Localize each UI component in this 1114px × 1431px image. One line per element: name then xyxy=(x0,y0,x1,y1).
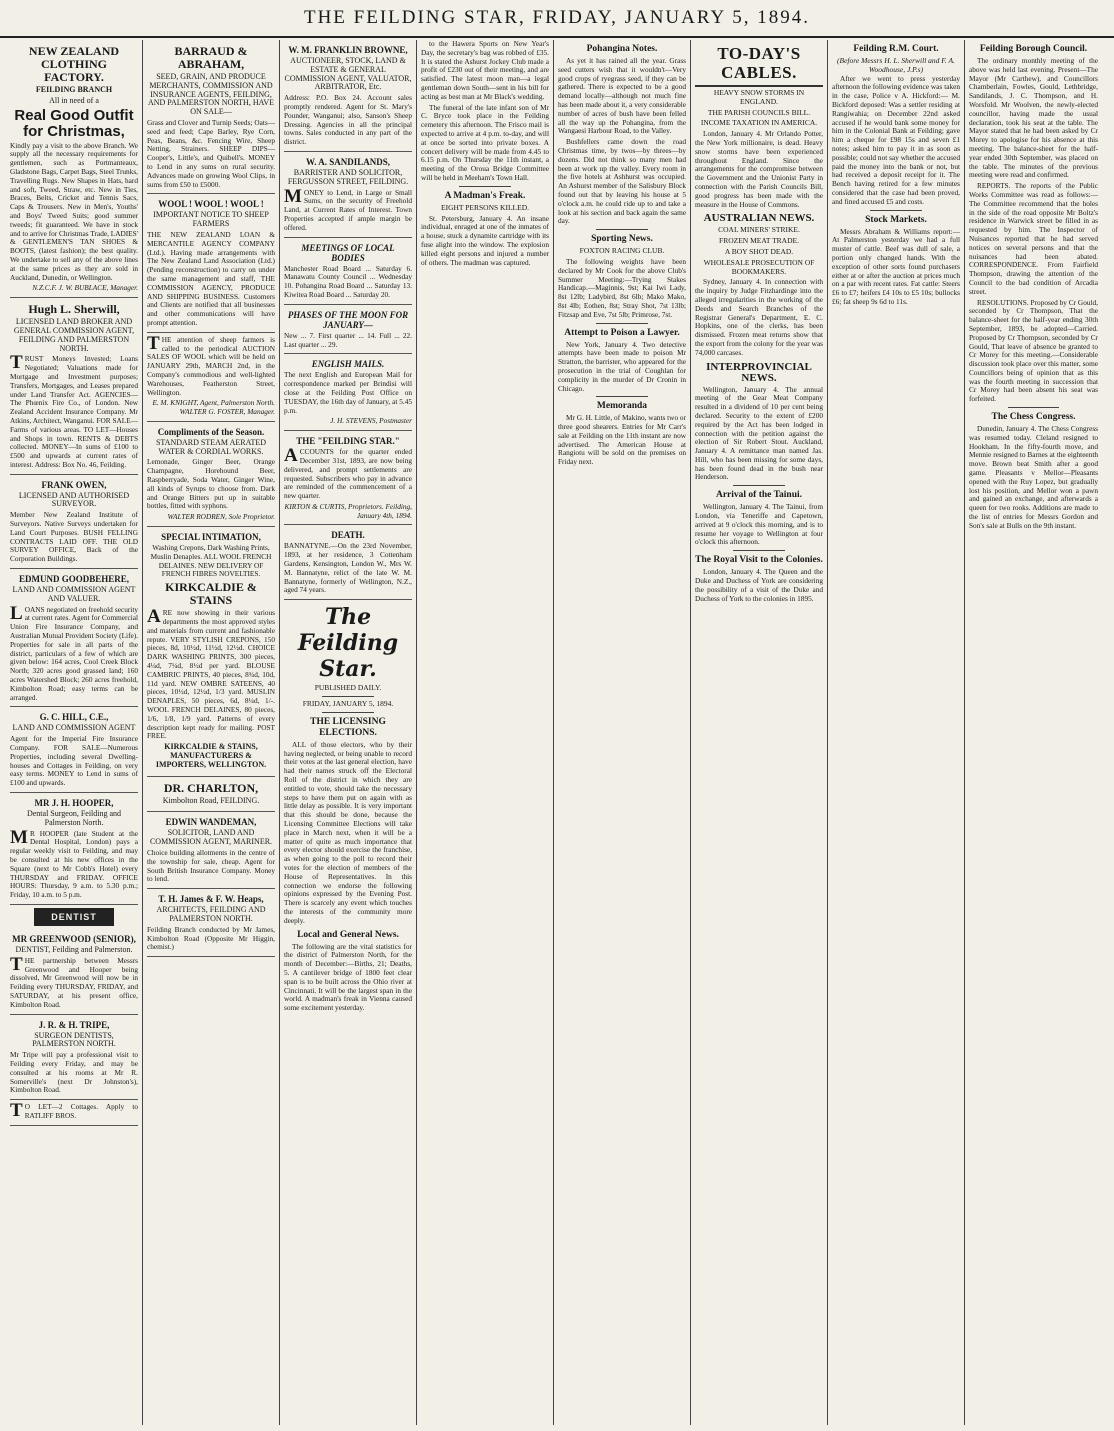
madman-article xyxy=(421,191,549,268)
article-subtitle: (Before Messrs H. L. Sherwill and F. A. Woodhouse, J.P.s) xyxy=(837,56,955,74)
article-title: Pohangina Notes. xyxy=(586,44,658,54)
chess-congress xyxy=(969,412,1098,531)
ad-sandilands xyxy=(284,152,412,238)
article-body: Wellington, January 4. The annual meeting of the Gear Meat Company resulted in a dividend of 10 per cent being declared. Security to the extent of £200 required by the Act has been lodged in connection with the petition against the election of Sir Robert Stout. Auckland, January 4. A remittance man named Jas. Hill, who has been missing for some days, has been found dead in the bush near Henderson. xyxy=(695,384,823,482)
article-body: Dunedin, January 4. The Chess Congress was resumed today. Cleland resigned to Hookham. In the fifty-fourth move, and Mennie resigned to Barnes at the eighteenth move. Brown beat Smith after a good game. Pleasants v Mellor—Pleasants opened with the Ruy Lopez, but gradually lost his position, and Mellor won a pawn and gained an exchange, and afterwards a queen for two rooks. Additions are made to the list of entries for Messrs Gordon and Son's sale at Bulls on the 9th instant. xyxy=(969,424,1098,530)
ad-title: EDMUND GOODBEHERE, xyxy=(18,574,129,585)
article-body: Mr G. H. Little, of Makino, wants two or three good shearers. Entries for Mr Carr's sale at Feilding on the 11th instant are now advertised. The American House at Rangiotu will be sold on the premises on Friday next. xyxy=(558,413,686,467)
ad-goodbehere xyxy=(10,569,138,707)
ad-body: TO LET—2 Cottages. Apply to RATLIFF BROS. xyxy=(10,1100,138,1122)
ad-hill xyxy=(10,707,138,793)
poison-article xyxy=(558,328,686,394)
ad-subtitle: Kimbolton Road, FEILDING. xyxy=(162,795,260,805)
divider xyxy=(870,210,921,211)
ad-title: G. C. HILL, C.E., xyxy=(39,712,109,723)
ad-subtitle: Dental Surgeon, Feilding and Palmerston North. xyxy=(26,809,122,827)
article-body: Sydney, January 4. In connection with the inquiry by Judge Fitzhardinge into the alleged irregularities in the working of the Deeds and Search Branches of the Registrar General's Department, E. C. Hopkins, one of the clerks, has been dismissed. Frozen meat returns show that the export from the colony for the year was 74,000 carcases. xyxy=(695,277,823,357)
divider xyxy=(322,712,373,713)
divider xyxy=(322,696,373,697)
article-subtitle-3: INCOME TAXATION IN AMERICA. xyxy=(700,118,818,128)
ad-subtitle: SURGEON DENTISTS, PALMERSTON NORTH. xyxy=(32,1030,116,1049)
article-subtitle: EIGHT PERSONS KILLED. xyxy=(441,202,529,212)
ad-title: SPECIAL INTIMATION, xyxy=(161,532,261,543)
ad-body: The next English and European Mail for correspondence marked per Brindisi will close at the Feilding Post Office on TUESDAY, the 16th day of January, at 5.45 p.m. xyxy=(284,370,412,415)
ad-subtitle: LAND AND COMMISSION AGENT xyxy=(12,723,136,733)
ad-title: Hugh L. Sherwill, xyxy=(28,302,120,317)
ad-title: FRANK OWEN, xyxy=(41,479,107,490)
ad-wandeman xyxy=(147,812,275,889)
ad-clothing-factory xyxy=(10,40,138,298)
ad-subtitle: FEILDING BRANCH xyxy=(35,85,113,94)
article-subtitle-3: A BOY SHOT DEAD. xyxy=(724,246,794,256)
ad-body: Lemonade, Ginger Beer, Orange Champagne, Horehound Beer, Raspberryade, Soda Water, Ginger Wine, all kinds of Syrups to choose from. Dark and Orange Bitters put up in suitable bottles, fitted with syphons. xyxy=(147,457,275,511)
royal-visit xyxy=(695,555,823,603)
article-body: The following are the vital statistics for the district of Palmerston North, for the month of December:—Births, 21; Deaths, 5. A cantilever bridge of 1800 feet clear span is to be built across the Ohio river at Cincinnati. It will be the largest span in the world. A madman's freak in Vienna caused some excitement yesterday. xyxy=(284,941,412,1013)
article-title: Feilding Borough Council. xyxy=(979,44,1088,54)
ad-aerated-water xyxy=(147,422,275,527)
ad-subtitle: LAND AND COMMISSION AGENT AND VALUER. xyxy=(12,585,136,603)
article-title: THE LICENSING ELECTIONS. xyxy=(310,716,386,738)
divider xyxy=(1008,407,1060,408)
article-body: ALL of those electors, who by their having neglected, or being unable to record their votes at the last general election, have had their names struck off the Electoral Roll of the district in which they are entitled to vote, should take the necessary steps to have them put on again with as little delay as possible. It is very important that this should be done, because the Licensing Committee Elections will take place in March next, when it will be a matter of quite as much importance that every elector should exercise the franchise, as when going to the poll to record their votes for the election of members of the House of Representatives. In this connection we endorse the following opinions expressed by the Evening Post. There is scarcely any event which touches the interests of the community more deeply. xyxy=(284,739,412,925)
ad-james-heaps xyxy=(147,889,275,957)
article-body: London, January 4. The Queen and the Duke and Duchess of York are considering the possibility of a visit of the Duke and Duchess of York to the colonies in 1895. xyxy=(695,567,823,603)
article-body: to the Hawera Sports on New Year's Day, the secretary's bag was robbed of £35. It is stated the Ashurst Jockey Club made a profit of £230 out of their meeting, and are satisfied. The latest moon man—a legal gentleman down South—sent in his bill for acting as best man at Mr Black's wedding. xyxy=(421,40,549,101)
ad-body: Choice building allotments in the centre of the township for sale, cheap. Agent for South British Insurance Company. Money to lend. xyxy=(147,847,275,884)
rm-court xyxy=(832,44,960,207)
article-title: AUSTRALIAN NEWS. xyxy=(703,212,815,225)
ad-browne xyxy=(284,40,412,152)
ad-subtitle: DENTIST, Feilding and Palmerston. xyxy=(15,944,133,954)
article-subtitle-1: HEAVY SNOW STORMS IN ENGLAND. xyxy=(713,88,805,106)
article-title: TO-DAY'S CABLES. xyxy=(695,44,823,87)
ad-subtitle: AUCTIONEER, STOCK, LAND & ESTATE & GENERAL COMMISSION AGENT, VALUATOR, ARBITRATOR, Etc. xyxy=(284,56,412,92)
ad-frank-owen xyxy=(10,475,138,569)
article-body: St. Petersburg, January 4. An insane individual, enraged at one of the inmates of a house, stuck a dynamite cartridge with its fuse alight into the window. The explosion killed eight persons and injured a number of others. The madman was captured. xyxy=(421,213,549,267)
ad-title: W. A. SANDILANDS, xyxy=(306,156,390,167)
ad-subtitle: SOLICITOR, LAND AND COMMISSION AGENT, MARINER. xyxy=(149,828,273,847)
leader-article xyxy=(284,717,412,926)
ad-title: THE "FEILDING STAR." xyxy=(296,436,400,447)
ad-signature: WALTER RODREN, Sole Proprietor. xyxy=(167,512,275,522)
pohangina-notes xyxy=(558,44,686,226)
column-8 xyxy=(965,40,1102,1425)
ad-signature: N.Z.C.F. J. W. BUBLACE, Manager. xyxy=(32,283,138,293)
ad-title: DEATH. xyxy=(331,530,365,541)
local-news xyxy=(284,930,412,1013)
newspaper-nameplate: The Feilding Star. xyxy=(297,604,399,683)
column-4 xyxy=(417,40,554,1425)
stock-markets xyxy=(832,215,960,307)
article-subtitle-4: WHOLESALE PROSECUTION OF BOOKMAKERS. xyxy=(703,257,815,276)
column-3 xyxy=(280,40,417,1425)
ad-body: Kindly pay a visit to the above Branch. We supply all the necessary requirements for gentlemen, such as Portmanteaux, Gladstone Bags, Carpet Bags, Steel Trunks, Travelling Rugs. New Shapes in Hats, hard and soft, Tweed, Straw, etc. New in Ties, Braces, Belts, Cricket and Tennis Sacs, Caps & Trousers. New in Men's, Youths' and Boys' Tweed Suits; good summer tweeds; fit guaranteed. We have in stock and to arrive for Christmas Trade, LADIES' & GENTLEMEN'S TAN SHOES & BOOTS, (latest fashion); the best quality. We undertake to sell any of the above lines at the same prices as they are sold in Auckland, Dunedin, or Wellington. xyxy=(10,140,138,282)
local-news-continued xyxy=(421,40,549,183)
ad-signature: E. M. KNIGHT, Agent, Palmerston North. WALTER G. FOSTER, Manager. xyxy=(152,398,275,417)
columns xyxy=(6,40,1108,1425)
column-5 xyxy=(554,40,691,1425)
ad-signature: KIRTON & CURTIS, Proprietors. Feilding, January 4th, 1894. xyxy=(284,501,412,520)
article-title: Feilding R.M. Court. xyxy=(853,44,939,54)
ad-title-2: KIRKCALDIE & STAINS xyxy=(165,580,257,608)
article-title: The Chess Congress. xyxy=(991,412,1076,423)
divider xyxy=(459,186,510,187)
divider xyxy=(733,485,784,486)
ad-title: NEW ZEALAND CLOTHING FACTORY. xyxy=(28,44,120,84)
interprovincial-news xyxy=(695,362,823,483)
sporting-news xyxy=(558,234,686,319)
dentist-sign: DENTIST xyxy=(34,908,114,926)
ad-body: Grass and Clover and Turnip Seeds; Oats—seed and feed; Cape Barley, Rye Corn, Peas, Beans, &c. Fencing Wire, Sheep Netting, Strainers. SHEEP DIPS—Cooper's, Little's, and Quibell's. MONEY to Lend in any sums on rural security. Advances made on growing Wool Clips, in sums from £50 to £5000. xyxy=(147,117,275,189)
ad-body: Manchester Road Board ... Saturday 6. Manawatu County Council ... Wednesday 10. Pohangina Road Board ... Saturday 13. Kiwitea Road Board ... Saturday 20. xyxy=(284,263,412,299)
ad-title: MR GREENWOOD (SENIOR), xyxy=(12,933,136,944)
ad-wool-sales xyxy=(147,333,275,422)
divider xyxy=(733,550,784,551)
ad-body: TRUST Moneys Invested; Loans Negotiated; Valuations made for Mortgage and Investment purposes; Transfers, Mortgages, and Leases prepared under Land Transfer Act. AGENCIES—The Phœnix Fire Co., of London. New Zealand Accident Insurance Company. Mr Atkins, Architect, Wanganui. FOR SALE—Farms of various areas. TO LET—Houses and Shops in town. RENTS & DEBTS collected. MONEY—In sums of £100 to £500 and upwards at current rates of interest. Address: Box No. 46, Feilding. xyxy=(10,352,138,469)
ad-subtitle: SEED, GRAIN, AND PRODUCE MERCHANTS, COMMISSION AND INSURANCE AGENTS, FEILDING, AND PALMERSTON NORTH, HAVE ON SALE— xyxy=(147,72,275,117)
masthead-title: THE FEILDING STAR, FRIDAY, JANUARY 5, 1894. xyxy=(303,7,811,28)
ad-subtitle: LICENSED LAND BROKER AND GENERAL COMMISSION AGENT, FEILDING AND PALMERSTON NORTH. xyxy=(13,317,135,353)
article-body: The ordinary monthly meeting of the above was held last evening. Present—The Mayor (Mr Carthew), and Councillors Chamberlain, Fowles, Gould, Lethbridge, Sandilands, J. C. Thompson, and H. Worsfold. Mr Woolven, the newly-elected councillor, having made the usual declaration, took his seat at the table. The Mayor stated that he had been asked by Cr Morey to apologise for his absence at this meeting. The balance-sheet for the half-year ended 30th September, was placed on the table. The minutes of the previous meeting were read and confirmed. xyxy=(969,56,1098,180)
ad-to-let xyxy=(10,1100,138,1126)
ad-subtitle: STANDARD STEAM AERATED WATER & CORDIAL WORKS. xyxy=(155,437,267,456)
article-subtitle-1: COAL MINERS' STRIKE. xyxy=(718,225,800,235)
ad-headline: Real Good Outfit for Christmas, xyxy=(14,106,134,140)
ad-subtitle: IMPORTANT NOTICE TO SHEEP FARMERS xyxy=(153,210,269,229)
ad-title: DR. CHARLTON, xyxy=(163,780,259,795)
ad-body: MONEY to Lend, in Large or Small Sums, on the security of Freehold Land, at Current Rates of Interest. Town Properties accepted if ample margin be offered. xyxy=(284,185,412,232)
article-body-3: RESOLUTIONS. Proposed by Cr Gould, seconded by Cr Thompson, That the balance-sheet for the half-year ending 30th September, 1893, be adopted—Carried. Proposed by Cr Thompson, seconded by Cr Gould, That leave of absence be granted to Cr Morey for this meeting.—Considerable discussion took place over this matter, some Councillors being of opinion that as this was the fourth meeting in succession that Cr Morey had been absent his seat was forfeited. xyxy=(969,297,1098,404)
article-title: A Madman's Freak. xyxy=(444,190,526,201)
ad-charlton xyxy=(147,777,275,813)
column-6 xyxy=(691,40,828,1425)
ad-tripe xyxy=(10,1015,138,1101)
article-body: The following weights have been declared by Mr Cook for the above Club's Summer Meeting:—Trying Stakes Handicap.—Maginnis, 9st; Kai Iwi Lady, 8st 12lb; Ladybird, 8st 6lb; Mako Mako, 8st 4lb; Eothen, 8st; Stray Shot, 7st 13lb; Fitzsap and Eve, 7st 5lb; Primrose, 7st. xyxy=(558,256,686,319)
article-subtitle: FOXTON RACING CLUB. xyxy=(579,246,665,256)
ad-title: Compliments of the Season. xyxy=(157,426,265,437)
article-title: Sporting News. xyxy=(591,234,653,245)
column-7 xyxy=(828,40,965,1425)
death-notice xyxy=(284,525,412,600)
ad-body: BANNATYNE.—On the 23rd November, 1893, at her residence, 3 Cottenham Gardens, Kensington, London W., Mrs W. M. Bannatyne, relict of the late W. M. Bannatyne, formerly of Wellington, N.Z., aged 74 years. xyxy=(284,541,412,595)
article-subtitle-2: THE PARISH COUNCILS BILL. xyxy=(707,107,811,117)
memoranda xyxy=(558,401,686,467)
ad-wool xyxy=(147,194,275,332)
ad-body: Feilding Branch conducted by Mr James, Kimbolton Road (Opposite Mr Higgin, chemist.) xyxy=(147,924,275,952)
article-title: Local and General News. xyxy=(297,929,399,940)
ad-title: MEETINGS OF LOCAL BODIES xyxy=(301,242,395,263)
ad-title: W. M. FRANKLIN BROWNE, xyxy=(288,45,408,55)
article-body: As yet it has rained all the year. Grass seed cutters wish that it wouldn't—Very good crops of ryegrass seed, if they can be gathered. There is expected to be a good demand locally—although not much fine has been made about it, a very considerable number of acres of bush have been felled all the way up the Pohangina, from the Wangaesi Harbour Road, to the Valley. xyxy=(558,56,686,136)
article-title: INTERPROVINCIAL NEWS. xyxy=(706,360,812,384)
ad-body: Mr Tripe will pay a professional visit to Feilding every Friday, and may be consulted at his rooms at Mr R. Somerville's (next Dr Johnston's), Kimbolton Road. xyxy=(10,1050,138,1095)
ad-body: ACCOUNTS for the quarter ended December 31st, 1893, are now being delivered, and prompt settlements are requested. Subscribers who pay in advance are reminded of the commencement of a new quarter. xyxy=(284,445,412,501)
masthead xyxy=(0,0,1114,38)
article-body-2: Bushfellers came down the road Christmas time, by twos—by threes—by dozens. Did not think so many men had been at work up the valley. Every room in the five hotels at Ashhurst was occupied. An Ashurst member of the Salisbury Block found out that by leaving his house at 5 o'clock a.m. he could ride up to and take a look at his section and back again the same day. xyxy=(558,137,686,226)
article-body: New York, January 4. Two detective attempts have been made to poison Mr Stratton, the barrister, who appeared for the prosecution in the trial of Coughlan for complicity in the murder of Dr Cronin in Chicago. xyxy=(558,339,686,393)
ad-body: Agent for the Imperial Fire Insurance Company. FOR SALE—Numerous Properties, including several Dwelling-houses and Cottages in Feilding, on very easy terms. MONEY to Lend in sums of £100 and upwards. xyxy=(10,734,138,788)
ad-hooper xyxy=(10,793,138,905)
english-mails xyxy=(284,354,412,431)
ad-body-2: ARE now showing in their various departments the most approved styles and materials from current and fashionable repute. VERY STYLISH CREPONS, 150 pieces, 8d, 10½d, 11½d, 12½d. CHOICE DARK WASHING PRINTS, 300 pieces, 4¼d, 7¼d, 8½d per yard. BLOUSE CAMBRIC PRINTS, 40 pieces, 8¾d, 10d, 11d yard. NEW OMBRE SATEENS, 40 pieces, 10½d, 12½d, 1/3 yard. MUSLIN DENAPLES, 50 pieces, 6d, 8¼d, 1/-. WOOL FRENCH DELAINES, 80 pieces, 1/6, 1/8, 1/9 yard. Patterns of every description kept ready for mailing. POST FREE. xyxy=(147,606,275,741)
ad-kirkcaldie xyxy=(147,527,275,777)
ad-body: LOANS negotiated on freehold security at current rates. Agent for Commercial Union Fire Insurance Company, and Australian Mutual Provident Society (Life). Properties for sale in all parts of the district, particulars of a few of which are given below: 164 acres, Cool Creek Block North; 320 acres good grassed land; 160 acres Watershed Block; 260 acres freehold, Kimbolton Road; easy terms can be arranged. xyxy=(10,602,138,702)
article-subtitle-2: FROZEN MEAT TRADE. xyxy=(719,236,799,246)
ad-title: MR J. H. HOOPER, xyxy=(34,798,114,808)
ad-title: WOOL ! WOOL ! WOOL ! xyxy=(158,199,264,210)
meetings-local-bodies xyxy=(284,238,412,305)
star-accounts xyxy=(284,431,412,525)
article-title: The Royal Visit to the Colonies. xyxy=(695,555,823,566)
ad-body: THE attention of sheep farmers is called to the periodical AUCTION SALES OF WOOL which will be held on JANUARY 29th, MARCH 2nd, in the Company's commodious and well-lighted Warehouses, Featherston Street, Wellington. xyxy=(147,332,275,397)
ad-title: BARRAUD & ABRAHAM, xyxy=(174,44,248,71)
article-body: London, January 4. Mr Orlando Potter, the New York millionaire, is dead. Heavy snow storms have been experienced throughout England. Since the arrangements for the compromise between the Government and the Unionist Party in connection with the Parish Councils Bill, good progress has been made with the measure in the House of Commons. xyxy=(695,129,823,209)
ad-title: EDWIN WANDEMAN, xyxy=(165,817,257,828)
ad-body: THE NEW ZEALAND LOAN & MERCANTILE AGENCY COMPANY (Ltd.). Having made arrangements with The New Zealand Land Association (Ltd.) (Pending reconstruction) to carry on under the same management and staff, THE COMMISSION AGENCY, PRODUCE AND SHIPPING BUSINESS. Customers and Clients are notified that all businesses and other communications will have prompt attention. xyxy=(147,229,275,327)
article-body: After we went to press yesterday afternoon the following evidence was taken in the case, Police v A. Hickford:— M. Bickford deposed: Was a settler residing at Rangiwahia; on December 22nd asked accused if he would bank some money for him in the Colonial Bank at Feilding; gave him a cheque for £98 15s and seven £1 notes; asked him to pay it in as soon as possible; could not say whether the accused paid the money into the bank or not, but had received a deposit receipt for it. The Bench having retired for a few minutes considered that the case had been proved, and fined accused £5 and costs. xyxy=(832,73,960,206)
article-body-2: REPORTS. The reports of the Public Works Committee was read as follows:—The Committee recommend that the holes in the side of the road opposite Mr Boltz's residence in Warwick street be filled in as requested by him. The Inspector of Nuisances reported that he had served notices on several persons and that the nuisances had been abated. CORRESPONDENCE. From Fairfield Thompson, drawing the attention of the Council to the bad condition of Arcadia street. xyxy=(969,181,1098,296)
ad-subtitle: ARCHITECTS, FEILDING AND PALMERSTON NORTH. xyxy=(156,905,266,923)
tainui-arrival xyxy=(695,490,823,547)
article-body: Wellington, January 4. The Tainui, from London, via Teneriffe and Capetown, arrived at 9 o'clock this morning, and is to resume her voyage to Wellington at four o'clock this afternoon. xyxy=(695,502,823,547)
ad-subtitle: LICENSED AND AUTHORISED SURVEYOR. xyxy=(18,490,130,509)
article-body-2: The funeral of the late infant son of Mr C. Bryce took place in the Feilding cemetery this afternoon. The Frisco mail is expected to arrive at 4 p.m. to-day, and will at once be sorted into private boxes. A concert delivery will be made from 4.45 to 6.15 p.m. On Thursday the 11th instant, a meeting of the Oroua Bridge Committee will be held in Meeham's Town Hall. xyxy=(421,102,549,182)
ad-body: Address: P.O. Box 24. Account sales promptly rendered. Agent for St. Mary's Pounder, Wanganui; also, Sanson's Sheep Dressing. Agencies in all the principal towns. Sales conducted in any part of the district. xyxy=(284,93,412,147)
article-title: Attempt to Poison a Lawyer. xyxy=(564,327,680,338)
ad-title: T. H. James & F. W. Heaps, xyxy=(158,894,264,905)
ad-body: MR HOOPER (late Student at the Dental Hospital, London) pays a regular weekly visit to Feilding, and may be consulted at his new offices in the Square (next to Mr Cobb's Hotel) every THURSDAY and FRIDAY. OFFICE HOURS: Thursday, 9 a.m. to 5.30 p.m.; Friday, 10 a.m. to 5 p.m. xyxy=(10,826,138,900)
ad-body: Washing Crepons, Dark Washing Prints, Muslin Denaples. ALL WOOL FRENCH DELAINES. NEW DELIVERY OF FRENCH FIBRES NOVELTIES. xyxy=(150,543,272,579)
article-title: Arrival of the Tainui. xyxy=(715,490,803,501)
ad-sherwill xyxy=(10,298,138,475)
australian-news xyxy=(695,213,823,357)
cables-article xyxy=(695,44,823,209)
ad-intro: All in need of a xyxy=(49,95,99,105)
nameplate-subtitle: PUBLISHED DAILY. xyxy=(314,683,382,693)
divider xyxy=(596,396,647,397)
ad-subtitle: BARRISTER AND SOLICITOR, FERGUSSON STREET, FEILDING. xyxy=(287,167,409,186)
ad-title: ENGLISH MAILS. xyxy=(311,359,385,370)
ad-signature: J. H. STEVENS, Postmaster xyxy=(330,416,412,426)
borough-council xyxy=(969,44,1098,404)
article-title: Memoranda xyxy=(596,401,648,412)
article-body: Messrs Abraham & Williams report:—At Palmerston yesterday we had a full muster of cattle. Beef was dull of sale, a portion only changed hands. With the exception of other sorts found purchasers either at or after the auction at prices much on a par with recent rates. Fat cattle: Steers £6 to £7; heifers £4 10s to £5 10s; bullocks £6; fat sheep 9s 6d to 11s. xyxy=(832,226,960,306)
article-title: Stock Markets. xyxy=(865,214,927,225)
ad-body: Member New Zealand Institute of Surveyors. Native Surveys undertaken for Land Court Purposes. BUSH FELLING CONTRACTS LAID OFF. THE OLD SURVEY OFFICE, Back of the Corporation Buildings. xyxy=(10,510,138,564)
ad-title: J. R. & H. TRIPE, xyxy=(38,1019,110,1030)
ad-body: New ... 7. First quarter ... 14. Full ... 22. Last quarter ... 29. xyxy=(284,330,412,349)
ad-body: THE partnership between Messrs Greenwood and Hooper being dissolved, Mr Greenwood will now be in Feilding every THURSDAY, FRIDAY, and SATURDAY, at his present office, Kimbolton Road. xyxy=(10,953,138,1009)
divider xyxy=(596,229,647,230)
ad-title: PHASES OF THE MOON FOR JANUARY— xyxy=(287,309,409,330)
ad-greenwood xyxy=(10,929,138,1015)
column-2 xyxy=(143,40,280,1425)
moon-phases xyxy=(284,305,412,355)
ad-signature: KIRKCALDIE & STAINS, MANUFACTURERS & IMPORTERS, WELLINGTON. xyxy=(155,742,267,769)
divider xyxy=(596,323,647,324)
ad-barraud xyxy=(147,40,275,194)
nameplate-date: FRIDAY, JANUARY 5, 1894. xyxy=(302,699,394,709)
column-1 xyxy=(6,40,143,1425)
